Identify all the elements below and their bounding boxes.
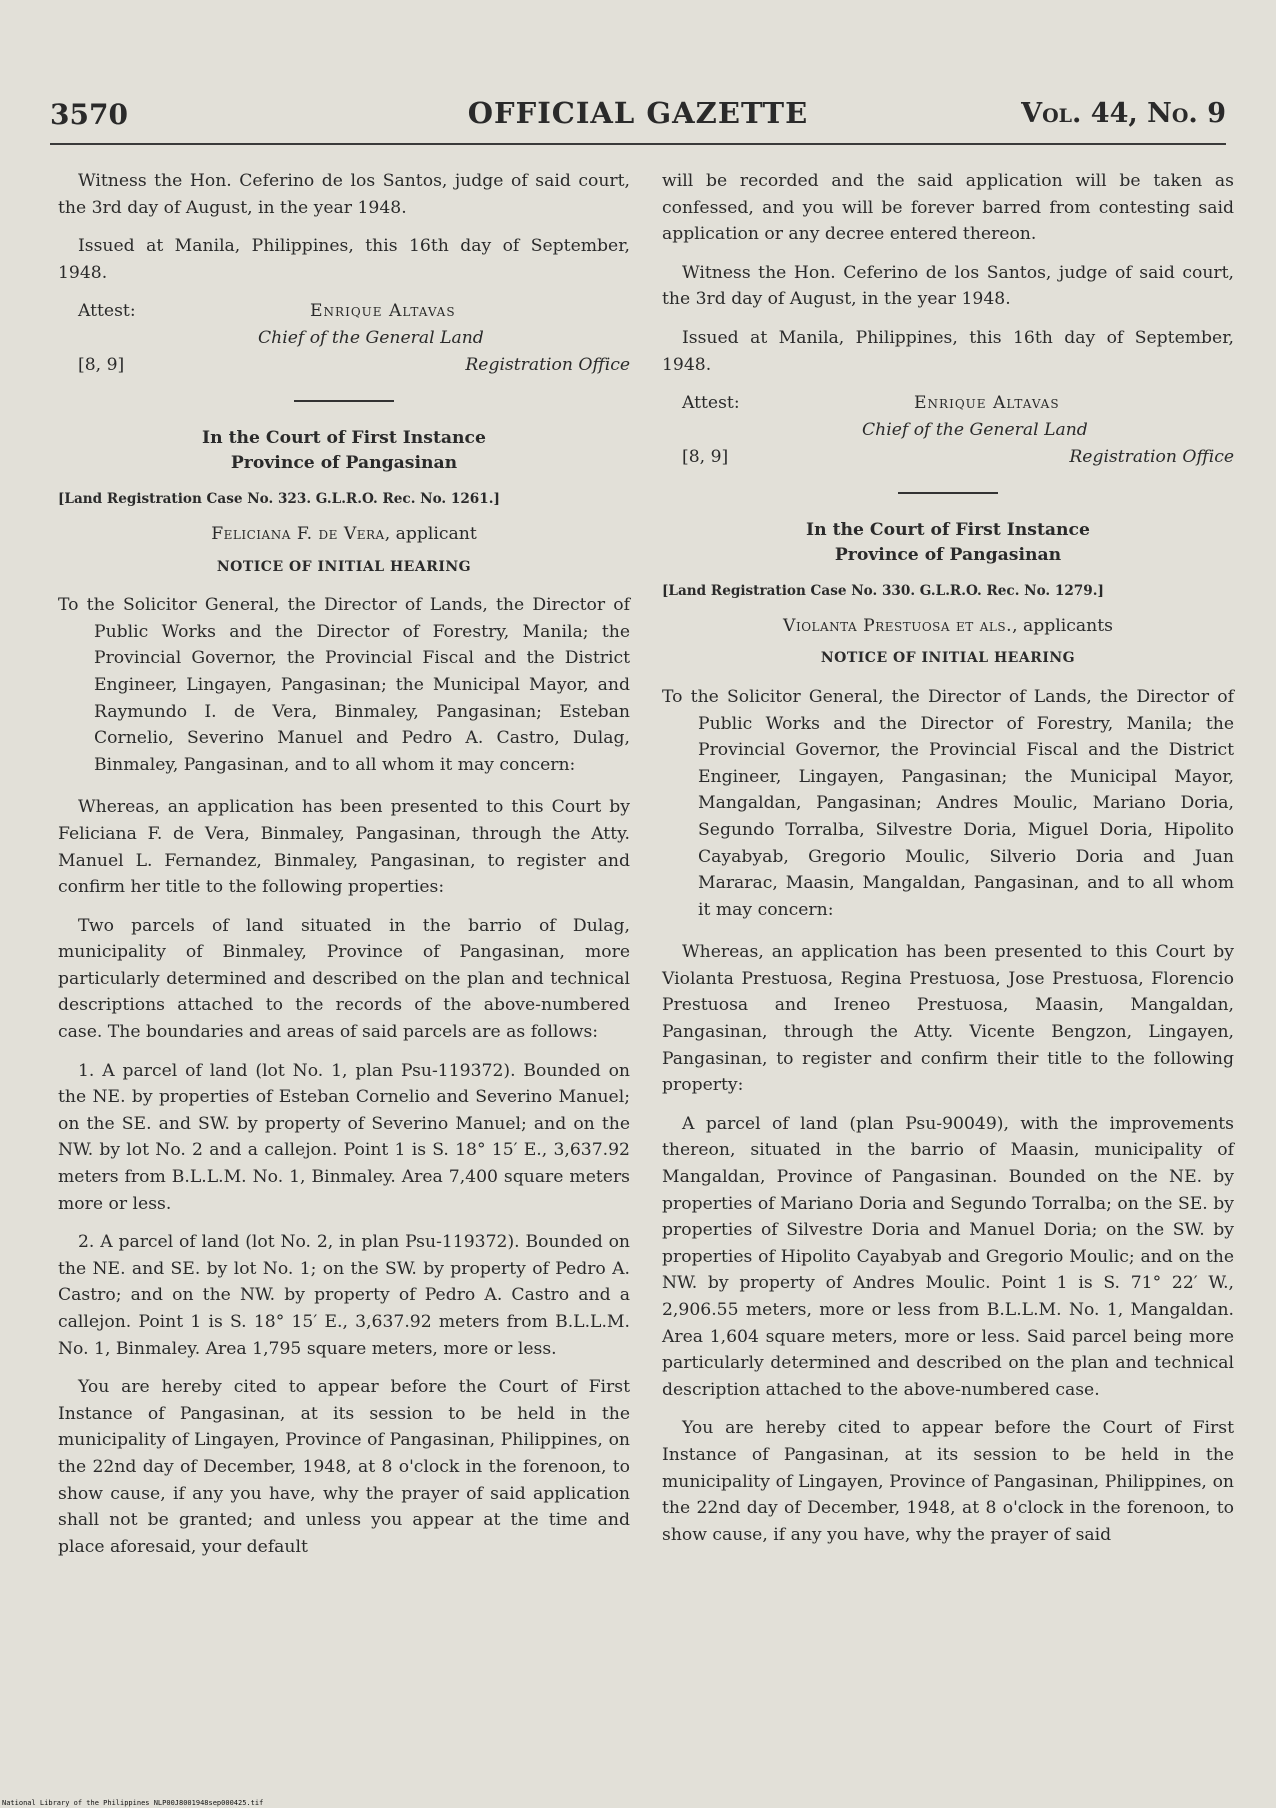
parcel-description: A parcel of land (plan Psu-90049), with the improvements thereon, situated in the barrio of Maasin, municipality of Mangaldan, Province of Pangasinan. Bounded on the NE. by properties of Mariano Doria and Segundo Torralba; on the SE. by properties of Silvestre Doria and Manuel Doria; on the SW. by properties of Hipolito Cayabyab and Gregorio Moulic; and on the NW. by property of Andres Moulic. Point 1 is S. 71° 22′ W., 2,906.55 meters, more or less from B.L.L.M. No. 1, Mangaldan. Area 1,604 square meters, more or less. Said parcel being more particularly determined and described on the plan and technical description attached to the above-numbered case. [662, 1113, 1234, 1400]
attest-label: Attest: [78, 301, 136, 322]
attest-title-line1: Chief of the General Land [862, 420, 1088, 441]
attest-reference: [8, 9] [682, 447, 729, 468]
applicant-line [58, 521, 630, 548]
left-column [58, 168, 630, 1572]
continuation-paragraph: will be recorded and the said application will be taken as confessed, and you will be forever barred from contesting said application or any decree entered thereon. [662, 171, 1234, 245]
parcel-1: 1. A parcel of land (lot No. 1, plan Psu-119372). Bounded on the NE. by properties of Esteban Cornelio and Severino Manuel; on the SE. and SW. by property of Severino Manuel; and on the NW. by lot No. 2 and a callejon. Point 1 is S. 18° 15′ E., 3,637.92 meters from B.L.L.M. No. 1, Binmaley. Area 7,400 square meters more or less. [58, 1060, 630, 1214]
applicant-name: Feliciana F. de Vera [211, 523, 385, 544]
witness-paragraph: Witness the Hon. Ceferino de los Santos, judge of said court, the 3rd day of August, in the year 1948. [58, 171, 630, 218]
section-separator [294, 400, 394, 402]
parcels-description: Two parcels of land situated in the barrio of Dulag, municipality of Binmaley, Province of Pangasinan, more particularly determined and described on the plan and technical descriptions attached to the records of the above-numbered case. The boundaries and areas of said parcels are as follows: [58, 915, 630, 1043]
section-separator [898, 492, 998, 494]
right-column [662, 168, 1234, 1560]
parcel-2: 2. A parcel of land (lot No. 2, in plan Psu-119372). Bounded on the NE. and SE. by lot No. 1; on the SW. by property of Pedro A. Castro; and on the NW. by property of Pedro A. Castro and a callejon. Point 1 is S. 18° 15′ E., 3,637.92 meters from B.L.L.M. No. 1, Binmaley. Area 1,795 square meters, more or less. [58, 1232, 630, 1359]
volume-number: Vol. 44, No. 9 [1021, 98, 1226, 129]
court-province: Province of Pangasinan [834, 545, 1062, 566]
issued-paragraph: Issued at Manila, Philippines, this 16th day of September, 1948. [662, 327, 1234, 375]
attest-title-line2: Registration Office [465, 355, 630, 376]
page-number: 3570 [50, 98, 128, 131]
scan-footer: National Library of the Philippines NLP00J8001948sep000425.tif [2, 1799, 264, 1807]
notice-heading: NOTICE OF INITIAL HEARING [820, 650, 1076, 667]
attestation-block [58, 298, 630, 386]
attest-title-line2: Registration Office [1069, 447, 1234, 468]
notice-heading: NOTICE OF INITIAL HEARING [216, 558, 472, 575]
header-rule [50, 143, 1226, 145]
whereas-paragraph: Whereas, an application has been presented to this Court by Violanta Prestuosa, Regina Prestuosa, Jose Prestuosa, Florencio Prestuosa and Ireneo Prestuosa, Maasin, Mangaldan, Pangasinan, through the Atty. Vicente Bengzon, Lingayen, Pangasinan, to register and confirm their title to the following property: [662, 942, 1234, 1096]
publication-title: OFFICIAL GAZETTE [467, 96, 809, 130]
court-heading [58, 426, 630, 476]
address-paragraph: To the Solicitor General, the Director of Lands, the Director of Public Works and the Director of Forestry, Manila; the Provincial Governor, the Provincial Fiscal and the District Engineer, Lingayen, Pangasinan; the Municipal Mayor, Mangaldan, Pangasinan; Andres Moulic, Mariano Doria, Segundo Torralba, Silvestre Doria, Miguel Doria, Hipolito Cayabyab, Gregorio Moulic, Silverio Doria and Juan Mararac, Maasin, Mangaldan, Pangasinan, and to all whom it may concern: [662, 686, 1234, 920]
page-header [50, 92, 1226, 142]
court-province: Province of Pangasinan [230, 453, 458, 474]
issued-paragraph: Issued at Manila, Philippines, this 16th day of September, 1948. [58, 236, 630, 283]
address-paragraph: To the Solicitor General, the Director of Lands, the Director of Public Works and the Director of Forestry, Manila; the Provincial Governor, the Provincial Fiscal and the District Engineer, Lingayen, Pangasinan; the Municipal Mayor, and Raymundo I. de Vera, Binmaley, Pangasinan; Esteban Cornelio, Severino Manuel and Pedro A. Castro, Dulag, Binmaley, Pangasinan, and to all whom it may concern: [58, 595, 630, 775]
attest-name: Enrique Altavas [310, 301, 456, 322]
applicant-name: Violanta Prestuosa et als. [783, 615, 1013, 636]
court-heading [662, 518, 1234, 568]
applicant-suffix: , applicant [384, 523, 477, 544]
applicant-suffix: , applicants [1012, 615, 1113, 636]
applicant-line [662, 613, 1234, 640]
attest-title-line1: Chief of the General Land [258, 328, 484, 349]
whereas-paragraph: Whereas, an application has been presented to this Court by Feliciana F. de Vera, Binmaley, Pangasinan, through the Atty. Manuel L. Fernandez, Binmaley, Pangasinan, to register and confirm her title to the following properties: [58, 797, 630, 898]
witness-paragraph: Witness the Hon. Ceferino de los Santos, judge of said court, the 3rd day of August, in the year 1948. [662, 262, 1234, 310]
citation-paragraph: You are hereby cited to appear before the Court of First Instance of Pangasinan, at its session to be held in the municipality of Lingayen, Province of Pangasinan, Philippines, on the 22nd day of December, 1948, at 8 o'clock in the forenoon, to show cause, if any you have, why the prayer of said [662, 1418, 1234, 1545]
citation-paragraph: You are hereby cited to appear before the Court of First Instance of Pangasinan, at its session to be held in the municipality of Lingayen, Province of Pangasinan, Philippines, on the 22nd day of December, 1948, at 8 o'clock in the forenoon, to show cause, if any you have, why the prayer of said application shall not be granted; and unless you appear at the time and place aforesaid, your default [58, 1377, 630, 1557]
case-number: [Land Registration Case No. 330. G.L.R.O. Rec. No. 1279.] [662, 583, 1104, 600]
court-name: In the Court of First Instance [806, 520, 1090, 541]
court-name: In the Court of First Instance [202, 428, 486, 449]
attest-name: Enrique Altavas [914, 393, 1060, 414]
attest-reference: [8, 9] [78, 355, 125, 376]
case-number: [Land Registration Case No. 323. G.L.R.O. Rec. No. 1261.] [58, 491, 500, 508]
attestation-block [662, 390, 1234, 478]
attest-label: Attest: [682, 393, 740, 414]
